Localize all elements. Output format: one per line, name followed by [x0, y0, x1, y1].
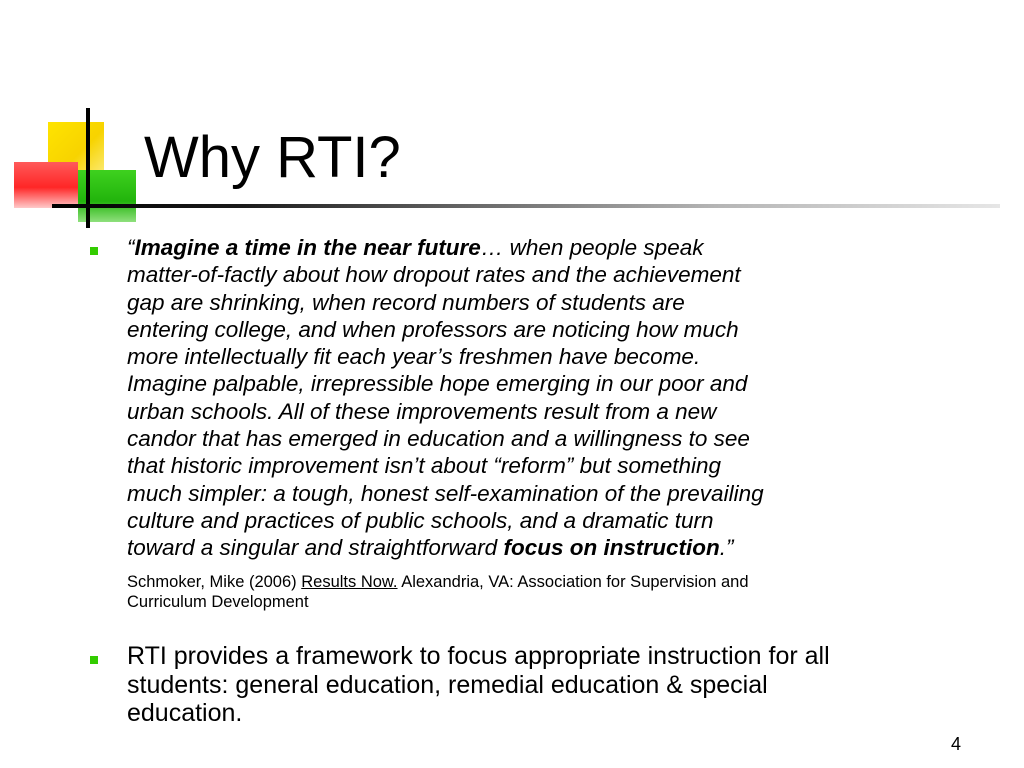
point-line: students: general education, remedial education & special [127, 670, 768, 699]
quote-paragraph [127, 234, 947, 562]
page-number: 4 [951, 734, 962, 754]
quote-line: matter-of-factly about how dropout rates and the achievement [127, 262, 741, 288]
slide-title: Why RTI? [144, 125, 401, 190]
quote-line: Imagine palpable, irrepressible hope emerging in our poor and [127, 371, 748, 397]
title-underline [52, 204, 1000, 208]
quote-line: “Imagine a time in the near future… when people speak [127, 235, 704, 260]
quote-line: that historic improvement isn’t about “reform” but something [127, 453, 721, 479]
citation-line: Schmoker, Mike (2006) Results Now. Alexandria, VA: Association for Supervision and [127, 573, 749, 591]
logo-red-square [14, 162, 78, 208]
quote-line: urban schools. All of these improvements result from a new [127, 398, 717, 424]
citation [127, 572, 927, 612]
quote-line: toward a singular and straightforward focus on instruction.” [127, 535, 734, 561]
quote-line: entering college, and when professors are noticing how much [127, 316, 739, 342]
citation-line: Curriculum Development [127, 593, 309, 611]
citation-book-title: Results Now. [301, 573, 398, 591]
quote-line: much simpler: a tough, honest self-examination of the prevailing [127, 480, 764, 506]
quote-line: candor that has emerged in education and a willingness to see [127, 426, 750, 452]
point-line: education. [127, 699, 243, 727]
rti-framework-point [127, 642, 987, 728]
quote-line: more intellectually fit each year’s freshmen have become. [127, 344, 701, 370]
quote-lead: Imagine a time in the near future [134, 235, 481, 260]
point-line: RTI provides a framework to focus appropriate instruction for all [127, 642, 830, 670]
quote-line: culture and practices of public schools, and a dramatic turn [127, 507, 714, 533]
bullet-square-icon [90, 247, 98, 255]
quote-line: gap are shrinking, when record numbers of students are [127, 289, 685, 315]
logo-vertical-line [86, 108, 90, 228]
quote-emphasis: focus on instruction [503, 535, 720, 561]
bullet-square-icon [90, 656, 98, 664]
